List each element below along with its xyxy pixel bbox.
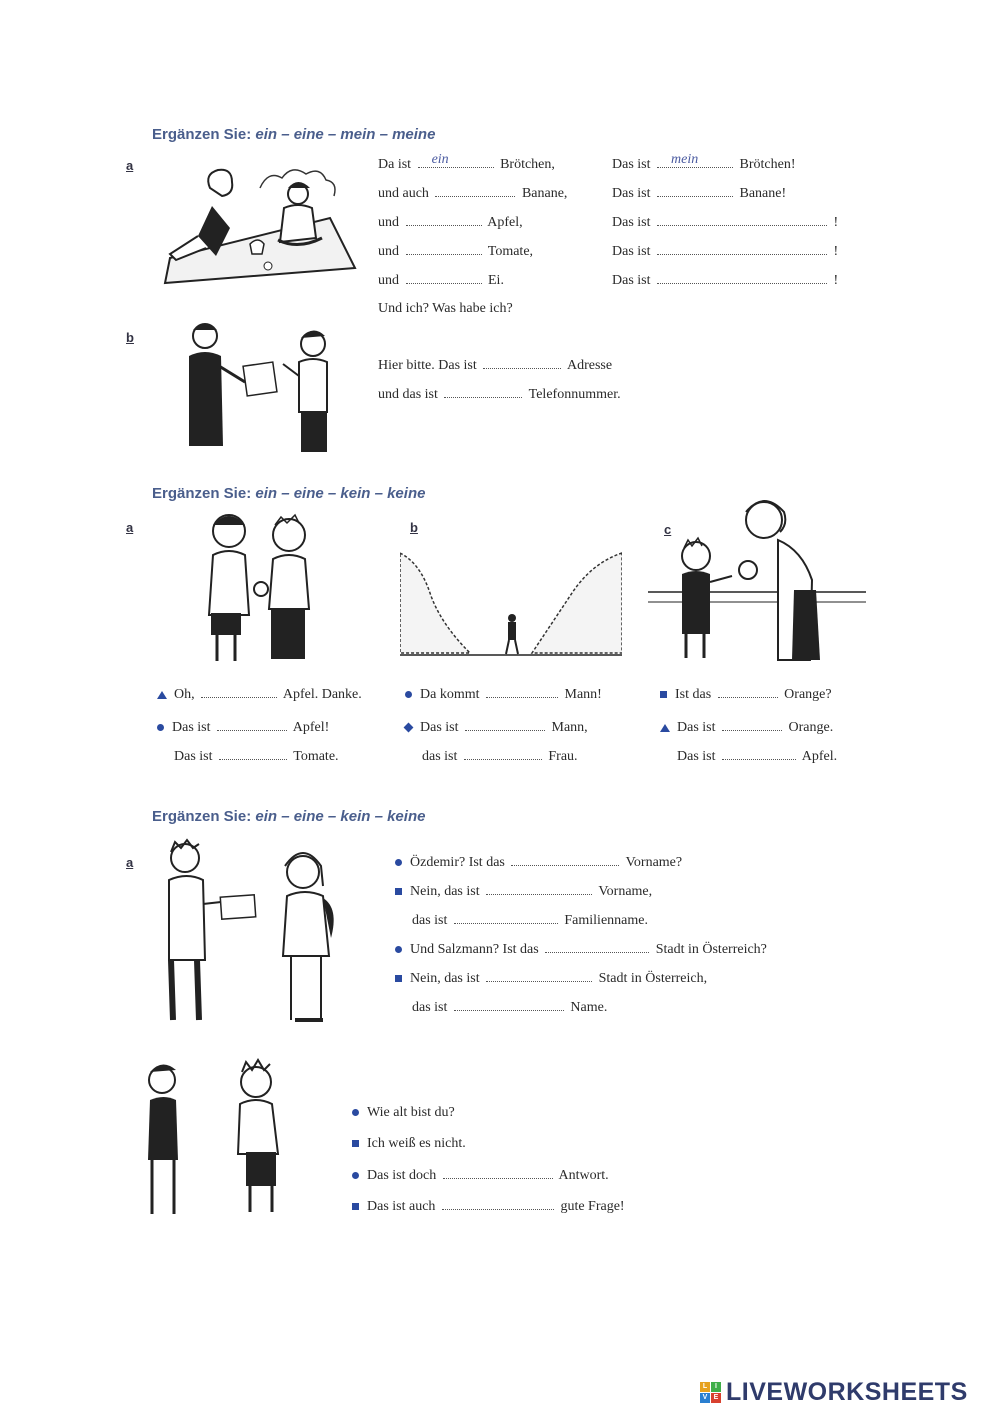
liveworksheets-logo-icon: L I V E bbox=[700, 1382, 722, 1404]
exercise-1a-left bbox=[378, 152, 568, 330]
fill-line: das ist Name. bbox=[412, 1000, 608, 1015]
fill-line: Das ist ! bbox=[612, 215, 839, 230]
fill-line: Das ist auch gute Frage! bbox=[352, 1198, 625, 1229]
blank-field[interactable] bbox=[454, 912, 558, 924]
fill-line: und das ist Telefonnummer. bbox=[378, 387, 621, 402]
exercise-label-a: a bbox=[126, 855, 134, 870]
heading-prefix: Ergänzen Sie: bbox=[152, 485, 256, 502]
blank-field[interactable] bbox=[406, 214, 482, 226]
blank-field[interactable] bbox=[406, 243, 482, 255]
heading-words: ein – eine – kein – keine bbox=[255, 808, 426, 825]
section2-heading bbox=[152, 485, 425, 502]
fill-line: Das ist Apfel. bbox=[677, 749, 838, 764]
blank-field[interactable] bbox=[657, 214, 827, 226]
fill-line: Und Salzmann? Ist das Stadt in Österreich? bbox=[395, 941, 767, 970]
blank-field[interactable] bbox=[722, 719, 782, 731]
fill-line: Da ist ein Brötchen, bbox=[378, 152, 555, 172]
blank-field[interactable] bbox=[444, 386, 522, 398]
question-line: Und ich? Was habe ich? bbox=[378, 301, 513, 316]
blank-field[interactable] bbox=[657, 243, 827, 255]
exercise-2b bbox=[405, 686, 602, 777]
exercise-1b bbox=[378, 357, 621, 415]
woman-child-orange-illustration bbox=[648, 490, 868, 670]
fill-line: Nein, das ist Stadt in Österreich, bbox=[395, 970, 767, 999]
square-bullet-icon bbox=[395, 888, 402, 895]
heading-words: ein – eine – kein – keine bbox=[255, 485, 426, 502]
exercise-label-a: a bbox=[126, 158, 134, 173]
exercise-label-b: b bbox=[410, 520, 418, 535]
brand-wordmark[interactable]: LIVEWORKSHEETS bbox=[726, 1378, 968, 1406]
square-bullet-icon bbox=[352, 1140, 359, 1147]
heading-words: ein – eine – mein – meine bbox=[255, 126, 436, 143]
square-bullet-icon bbox=[395, 975, 402, 982]
blank-field[interactable] bbox=[201, 686, 277, 698]
exercise-2a bbox=[157, 686, 362, 777]
circle-bullet-icon bbox=[395, 946, 402, 953]
heading-prefix: Ergänzen Sie: bbox=[152, 126, 256, 143]
fill-line: Das ist ! bbox=[612, 273, 839, 288]
blank-field[interactable] bbox=[657, 272, 827, 284]
fill-line: Das ist Mann, bbox=[405, 719, 602, 748]
circle-bullet-icon bbox=[352, 1172, 359, 1179]
heading-prefix: Ergänzen Sie: bbox=[152, 808, 256, 825]
blank-field[interactable] bbox=[486, 970, 592, 982]
blank-field[interactable] bbox=[718, 686, 778, 698]
name-card-illustration bbox=[155, 838, 365, 1026]
circle-bullet-icon bbox=[157, 724, 164, 731]
blank-field[interactable] bbox=[443, 1167, 553, 1179]
fill-line: das ist Familienname. bbox=[412, 913, 648, 928]
boys-apple-illustration bbox=[195, 505, 325, 670]
fill-line: Das ist Banane! bbox=[612, 186, 787, 201]
exercise-label-a: a bbox=[126, 520, 134, 535]
exercise-3a bbox=[395, 854, 767, 1028]
blank-field[interactable] bbox=[217, 719, 287, 731]
blank-field[interactable] bbox=[657, 185, 733, 197]
blank-field[interactable] bbox=[454, 999, 564, 1011]
fill-line: und Apfel, bbox=[378, 215, 523, 230]
exercise-2c bbox=[660, 686, 837, 777]
fill-line: Oh, Apfel. Danke. bbox=[157, 686, 362, 719]
blank-field[interactable] bbox=[545, 941, 649, 953]
picnic-illustration bbox=[150, 148, 365, 288]
blank-field[interactable] bbox=[219, 748, 287, 760]
fill-line: Nein, das ist Vorname, bbox=[395, 883, 767, 912]
section1-heading bbox=[152, 126, 435, 143]
square-bullet-icon bbox=[352, 1203, 359, 1210]
dialog-line: Wie alt bist du? bbox=[352, 1105, 625, 1136]
circle-bullet-icon bbox=[405, 691, 412, 698]
section3-heading bbox=[152, 808, 425, 825]
exercise-label-c: c bbox=[664, 522, 672, 537]
two-boys-illustration bbox=[138, 1058, 298, 1218]
fill-line: und Tomate, bbox=[378, 244, 534, 259]
fill-line: und auch Banane, bbox=[378, 186, 568, 201]
fill-line: das ist Frau. bbox=[422, 749, 578, 764]
blank-field[interactable] bbox=[486, 883, 592, 895]
square-bullet-icon bbox=[660, 691, 667, 698]
diamond-bullet-icon bbox=[404, 723, 414, 733]
fill-line: Das ist Orange. bbox=[660, 719, 837, 748]
dialog-line: Ich weiß es nicht. bbox=[352, 1136, 625, 1167]
triangle-bullet-icon bbox=[157, 691, 167, 699]
blank-field[interactable] bbox=[406, 272, 482, 284]
fill-line: Das ist mein Brötchen! bbox=[612, 152, 796, 172]
circle-bullet-icon bbox=[352, 1109, 359, 1116]
fill-line: Ist das Orange? bbox=[660, 686, 837, 719]
fill-line: Das ist Tomate. bbox=[174, 749, 339, 764]
blank-field[interactable] bbox=[483, 357, 561, 369]
exercise-label-b: b bbox=[126, 330, 134, 345]
fill-line: Das ist Apfel! bbox=[157, 719, 362, 748]
fill-line: Das ist doch Antwort. bbox=[352, 1167, 625, 1198]
exercise-1a-right bbox=[612, 152, 839, 301]
circle-bullet-icon bbox=[395, 859, 402, 866]
blank-field[interactable] bbox=[464, 748, 542, 760]
blank-field[interactable] bbox=[465, 719, 545, 731]
card-exchange-illustration bbox=[175, 316, 345, 456]
exercise-3b bbox=[352, 1105, 625, 1229]
fill-line: und Ei. bbox=[378, 273, 504, 288]
fill-line: Das ist ! bbox=[612, 244, 839, 259]
fill-line: Özdemir? Ist das Vorname? bbox=[395, 854, 767, 883]
blank-field[interactable] bbox=[722, 748, 796, 760]
fill-line: Da kommt Mann! bbox=[405, 686, 602, 719]
blank-field[interactable] bbox=[435, 185, 515, 197]
blank-field[interactable]: mein bbox=[657, 156, 733, 168]
triangle-bullet-icon bbox=[660, 724, 670, 732]
blank-field[interactable] bbox=[486, 686, 558, 698]
man-between-trees-illustration bbox=[400, 548, 622, 663]
blank-field[interactable]: ein bbox=[418, 156, 494, 168]
blank-field[interactable] bbox=[442, 1198, 554, 1210]
blank-field[interactable] bbox=[511, 854, 619, 866]
fill-line: Hier bitte. Das ist Adresse bbox=[378, 358, 613, 373]
